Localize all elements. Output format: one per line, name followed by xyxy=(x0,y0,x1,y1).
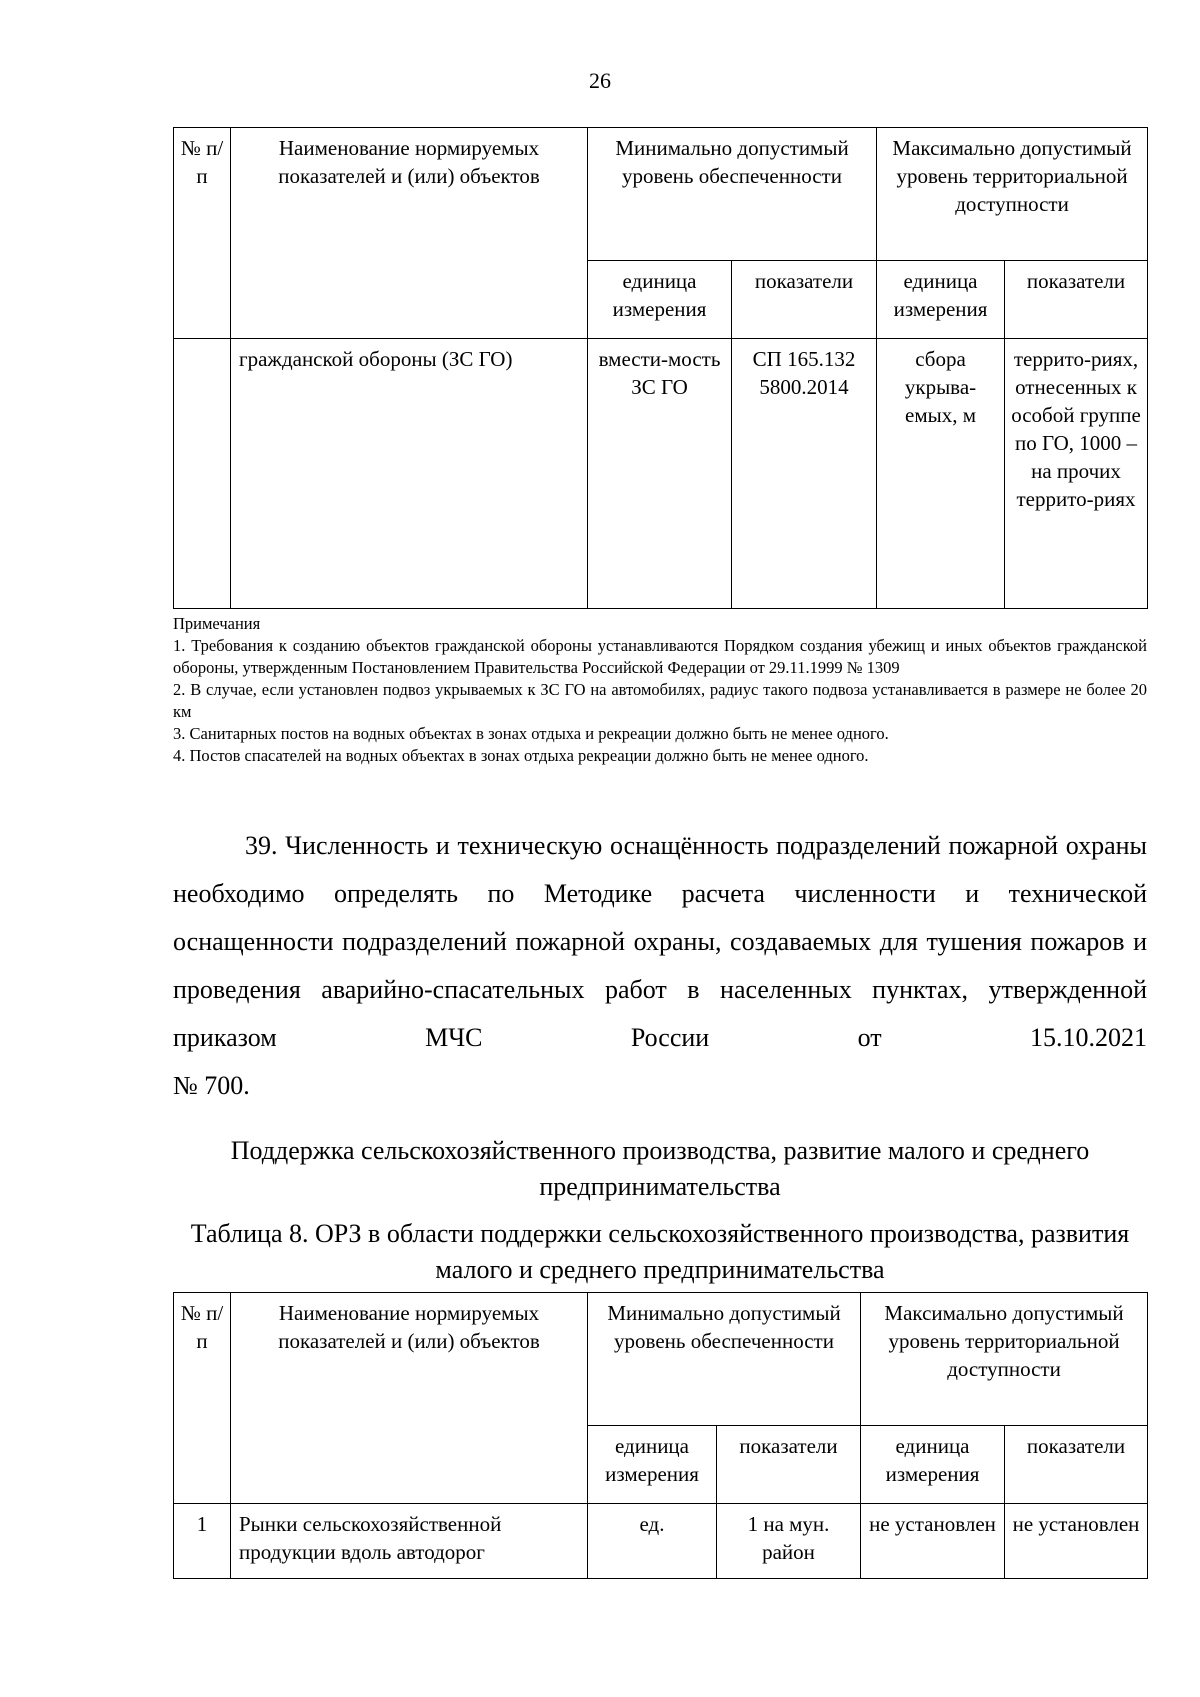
header-max-group: Максимально допустимый уровень территориальной доступности xyxy=(861,1293,1148,1426)
table-row xyxy=(174,339,1148,609)
header-num: № п/п xyxy=(174,128,231,339)
header-value-max: показатели xyxy=(1005,1426,1148,1504)
header-unit-min: единица измерения xyxy=(588,261,732,339)
header-value-min: показатели xyxy=(732,261,877,339)
notes-title: Примечания xyxy=(173,614,261,633)
header-value-max: показатели xyxy=(1005,261,1148,339)
header-min-group: Минимально допустимый уровень обеспеченности xyxy=(588,1293,861,1426)
cell-min-value: СП 165.132 5800.2014 xyxy=(732,339,877,609)
note-item: 1. Требования к созданию объектов гражданской обороны устанавливаются Порядком создания убежищ и иных объектов гражданской обороны, утвержденным Постановлением Правительства Российской Федерации от 29.11.1999 № 1309 xyxy=(173,636,1147,677)
notes xyxy=(173,613,1147,767)
header-unit-min: единица измерения xyxy=(588,1426,717,1504)
table8-caption: Таблица 8. ОРЗ в области поддержки сельскохозяйственного производства, развития малого и среднего предпринимательства xyxy=(190,1219,1130,1284)
table-8 xyxy=(173,1292,1148,1579)
cell-name: гражданской обороны (ЗС ГО) xyxy=(231,339,588,609)
paragraph-39 xyxy=(173,822,1147,1062)
cell-num: 1 xyxy=(174,1504,231,1579)
table-continuation xyxy=(173,127,1148,609)
header-value-min: показатели xyxy=(717,1426,861,1504)
paragraph-last-line: № 700. xyxy=(173,1071,250,1100)
header-num: № п/п xyxy=(174,1293,231,1504)
note-item: 2. В случае, если установлен подвоз укрываемых к ЗС ГО на автомобилях, радиус такого подвоза устанавливается в размере не более 20 км xyxy=(173,680,1147,721)
cell-name: Рынки сельскохозяйственной продукции вдоль автодорог xyxy=(231,1504,588,1579)
header-unit-max: единица измерения xyxy=(861,1426,1005,1504)
cell-max-unit: сбора укрыва-емых, м xyxy=(877,339,1005,609)
table-row xyxy=(174,1504,1148,1579)
note-item: 4. Постов спасателей на водных объектах в зонах отдыха рекреации должно быть не менее одного. xyxy=(173,746,869,765)
cell-max-unit: не установлен xyxy=(861,1504,1005,1579)
header-min-group: Минимально допустимый уровень обеспеченности xyxy=(588,128,877,261)
cell-num xyxy=(174,339,231,609)
cell-min-unit: вмести-мость ЗС ГО xyxy=(588,339,732,609)
cell-min-unit: ед. xyxy=(588,1504,717,1579)
cell-max-value: не установлен xyxy=(1005,1504,1148,1579)
paragraph-text: 39. Численность и техническую оснащённость подразделений пожарной охраны необходимо определять по Методике расчета численности и технической оснащенности подразделений пожарной охраны, создаваемых для тушения пожаров и проведения аварийно-спасательных работ в населенных пунктах, утвержденной приказом МЧС России от 15.10.2021 xyxy=(173,831,1147,1052)
header-name: Наименование нормируемых показателей и (или) объектов xyxy=(231,128,588,339)
page-number: 26 xyxy=(589,68,611,93)
cell-min-value: 1 на мун. район xyxy=(717,1504,861,1579)
header-unit-max: единица измерения xyxy=(877,261,1005,339)
cell-max-value: террито-риях, отнесенных к особой группе по ГО, 1000 – на прочих террито-риях xyxy=(1005,339,1148,609)
header-name: Наименование нормируемых показателей и (или) объектов xyxy=(231,1293,588,1504)
header-max-group: Максимально допустимый уровень территориальной доступности xyxy=(877,128,1148,261)
section-title: Поддержка сельскохозяйственного производства, развитие малого и среднего предпринимательства xyxy=(230,1136,1090,1201)
note-item: 3. Санитарных постов на водных объектах в зонах отдыха и рекреации должно быть не менее одного. xyxy=(173,724,889,743)
